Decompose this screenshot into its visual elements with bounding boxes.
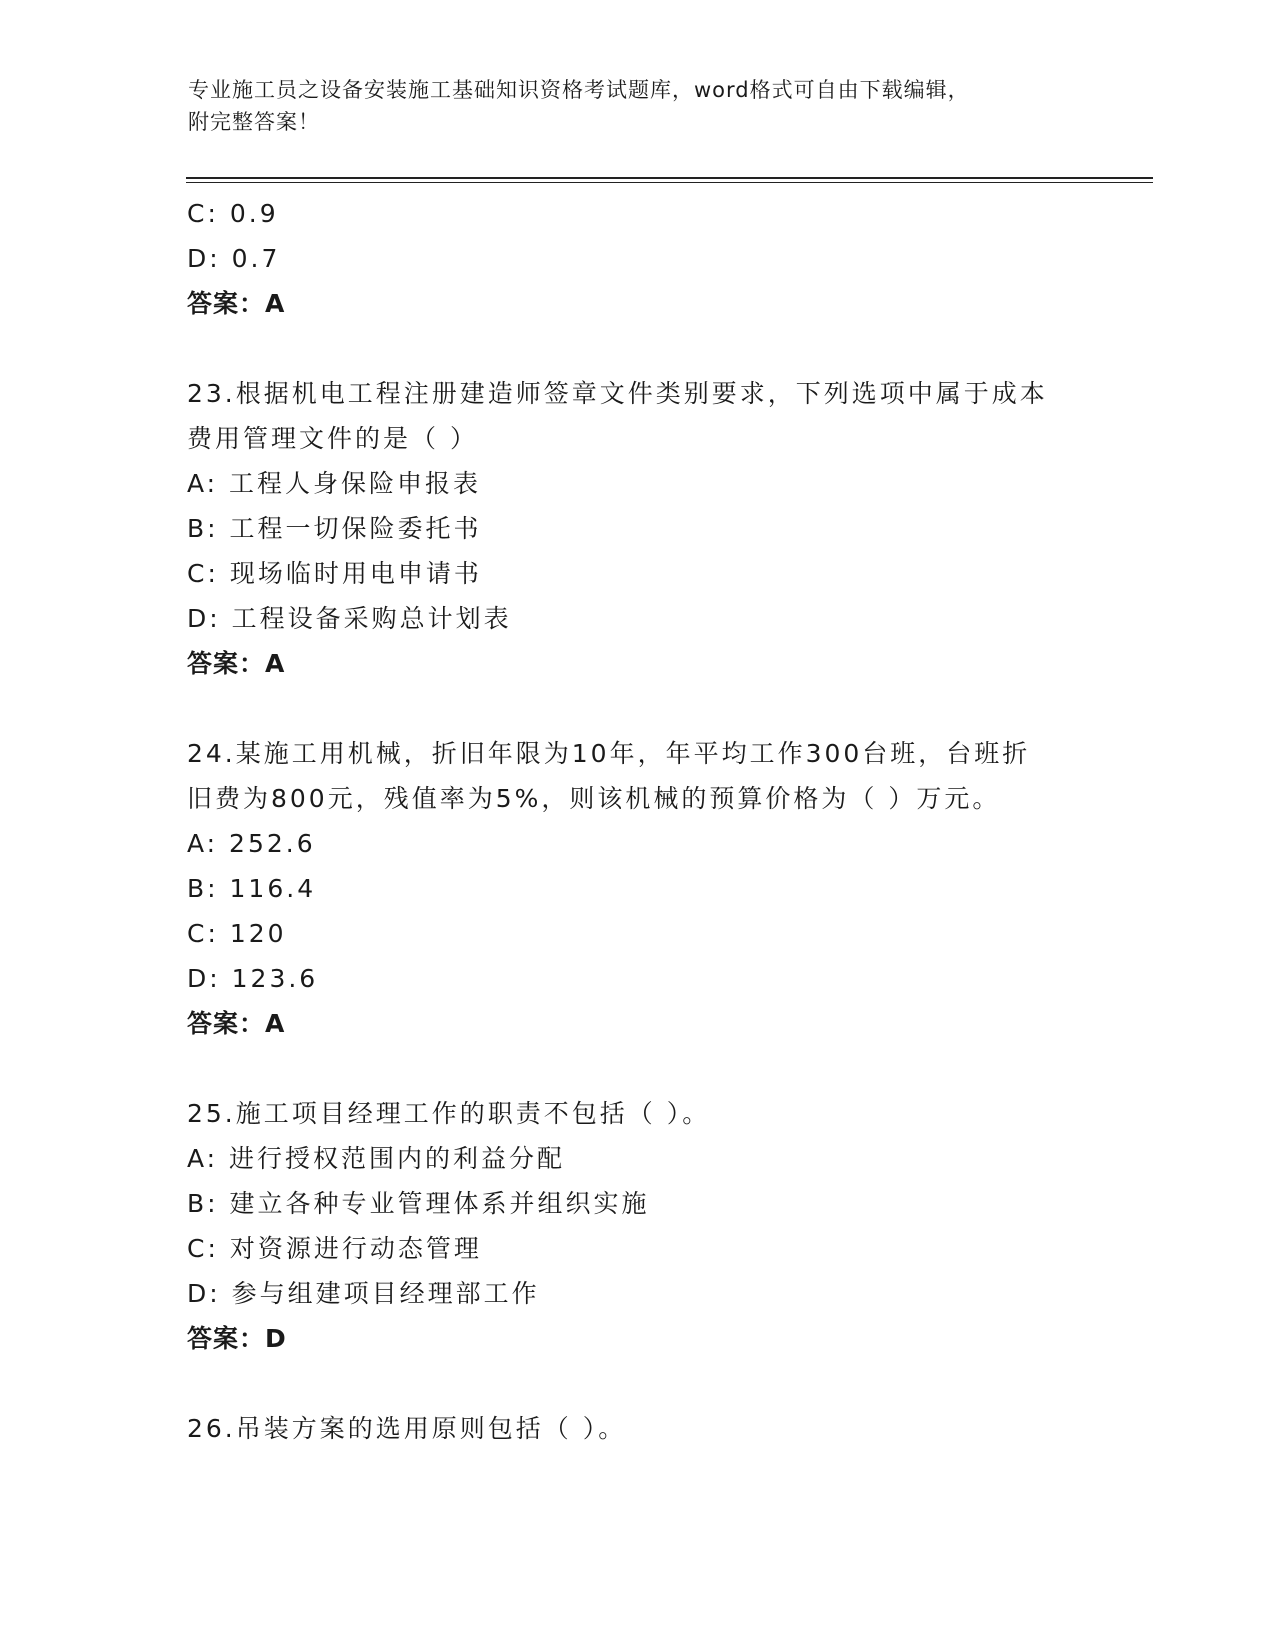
header-line-1: 专业施工员之设备安装施工基础知识资格考试题库，word格式可自由下载编辑， bbox=[188, 78, 970, 102]
option-a: A: 工程人身保险申报表 bbox=[187, 469, 482, 498]
header-divider-thick bbox=[186, 177, 1153, 179]
option-c: C: 对资源进行动态管理 bbox=[187, 1234, 482, 1263]
option-a: A: 252.6 bbox=[187, 829, 316, 858]
question-list bbox=[187, 191, 1087, 1451]
question-text: 26.吊装方案的选用原则包括（ ）。 bbox=[187, 1414, 627, 1443]
question-26 bbox=[187, 1406, 1087, 1451]
option-d: D: 0.7 bbox=[187, 244, 281, 273]
option-b: B: 建立各种专业管理体系并组织实施 bbox=[187, 1189, 650, 1218]
document-header bbox=[188, 74, 1088, 138]
option-d: D: 参与组建项目经理部工作 bbox=[187, 1279, 540, 1308]
option-b: B: 工程一切保险委托书 bbox=[187, 514, 482, 543]
question-text: 24.某施工用机械，折旧年限为10年，年平均工作300台班，台班折 旧费为800元，残值率为5%，则该机械的预算价格为（ ）万元。 bbox=[187, 739, 1031, 813]
option-c: C: 现场临时用电申请书 bbox=[187, 559, 482, 588]
answer-line: 答案：A bbox=[187, 649, 286, 678]
header-line-2: 附完整答案！ bbox=[188, 110, 320, 134]
option-b: B: 116.4 bbox=[187, 874, 317, 903]
question-24 bbox=[187, 731, 1087, 1046]
header-divider-thin bbox=[186, 182, 1153, 183]
prev-question bbox=[187, 191, 1087, 326]
option-c: C: 120 bbox=[187, 919, 287, 948]
question-text: 23.根据机电工程注册建造师签章文件类别要求，下列选项中属于成本 费用管理文件的是（ ） bbox=[187, 379, 1048, 453]
question-25 bbox=[187, 1091, 1087, 1361]
option-d: D: 工程设备采购总计划表 bbox=[187, 604, 512, 633]
option-c: C: 0.9 bbox=[187, 199, 279, 228]
question-23 bbox=[187, 371, 1087, 686]
option-a: A: 进行授权范围内的利益分配 bbox=[187, 1144, 566, 1173]
answer-line: 答案：A bbox=[187, 289, 286, 318]
option-d: D: 123.6 bbox=[187, 964, 319, 993]
answer-line: 答案：D bbox=[187, 1324, 287, 1353]
answer-line: 答案：A bbox=[187, 1009, 286, 1038]
question-text: 25.施工项目经理工作的职责不包括（ ）。 bbox=[187, 1099, 711, 1128]
